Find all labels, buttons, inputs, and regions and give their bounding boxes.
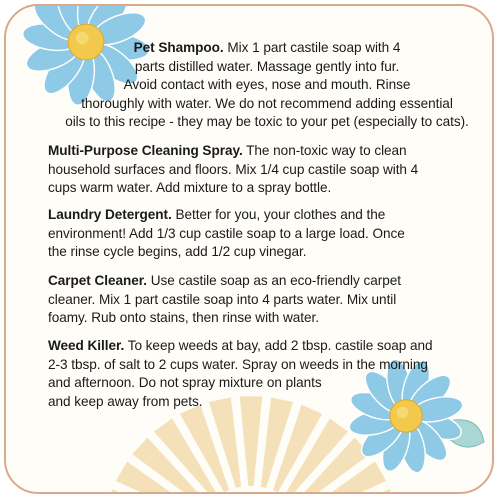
recipe-text-area — [6, 6, 494, 494]
recipe-line: and keep away from pets. — [48, 393, 203, 409]
recipe-line: household surfaces and floors. Mix 1/4 cup castile soap with 4 — [48, 161, 419, 177]
recipe-line: foamy. Rub onto stains, then rinse with water. — [48, 310, 319, 325]
recipe-line: cups warm water. Add mixture to a spray bottle. — [48, 180, 332, 195]
recipe-line: Use castile soap as an eco-friendly carpet — [150, 273, 401, 288]
recipe-pet-shampoo — [52, 39, 482, 132]
recipe-carpet-cleaner — [48, 272, 486, 328]
recipe-title: Multi-Purpose Cleaning Spray. — [48, 143, 243, 158]
recipe-line: Avoid contact with eyes, nose and mouth. Rinse — [123, 77, 411, 92]
recipe-line: Better for you, your clothes and the — [175, 207, 386, 222]
recipe-line: parts distilled water. Massage gently into fur. — [134, 58, 400, 74]
recipe-line: environment! Add 1/3 cup castile soap to a large load. Once — [48, 225, 405, 241]
recipe-title: Pet Shampoo. — [133, 40, 224, 55]
recipe-title: Laundry Detergent. — [48, 207, 172, 222]
recipe-line: thoroughly with water. We do not recommend adding essential — [81, 95, 453, 111]
recipe-line: 2-3 tbsp. of salt to 2 cups water. Spray on weeds in the morning — [48, 356, 428, 372]
recipe-line: and afternoon. Do not spray mixture on plants — [48, 375, 322, 390]
recipe-laundry-detergent — [48, 206, 486, 262]
recipe-card — [4, 4, 494, 494]
recipe-line: the rinse cycle begins, add 1/2 cup vinegar. — [48, 244, 307, 259]
recipe-line: cleaner. Mix 1 part castile soap into 4 parts water. Mix until — [48, 291, 397, 307]
recipe-cleaning-spray — [48, 142, 486, 198]
recipe-line: oils to this recipe - they may be toxic to your pet (especially to cats). — [65, 114, 469, 129]
recipe-title: Weed Killer. — [48, 338, 125, 353]
recipe-title: Carpet Cleaner. — [48, 273, 147, 288]
recipe-line: Mix 1 part castile soap with 4 — [227, 40, 401, 55]
recipe-line: The non-toxic way to clean — [246, 143, 407, 158]
recipe-line: To keep weeds at bay, add 2 tbsp. castile soap and — [127, 338, 433, 353]
recipe-weed-killer — [48, 337, 486, 411]
